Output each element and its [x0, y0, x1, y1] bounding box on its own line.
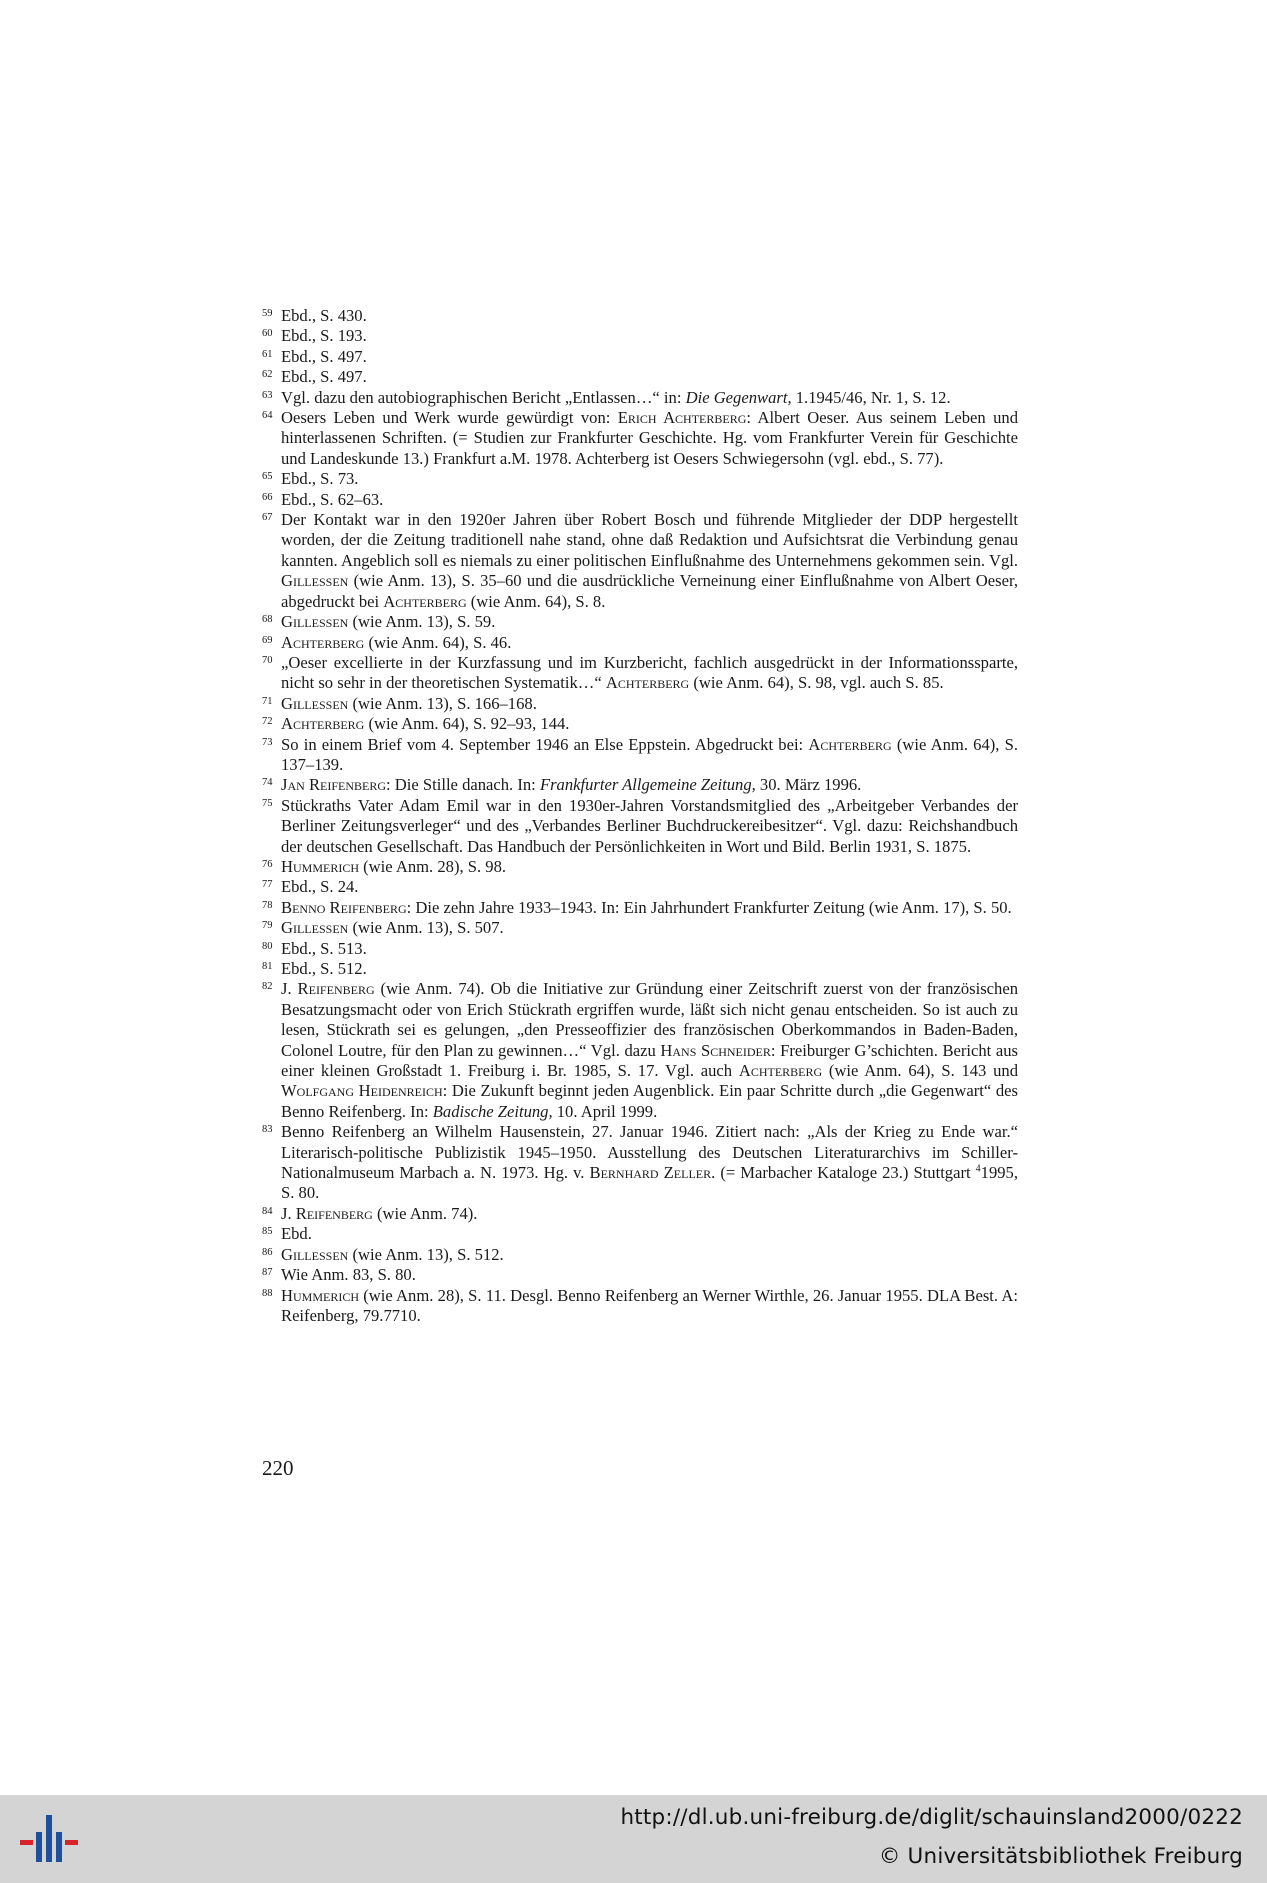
footnote-number: 62: [262, 369, 273, 381]
footnote-text-segment: 30. März 1996.: [755, 775, 862, 795]
footnote-number: 76: [262, 858, 273, 870]
footnote-text: [281, 1245, 504, 1264]
footnote-number: 83: [262, 1124, 273, 1136]
footnote-text-segment: Ebd., S. 430.: [281, 306, 367, 325]
footnote-70: [262, 653, 1018, 694]
footnote-text-segment: . (= Marbacher Kataloge 23.) Stuttgart: [711, 1163, 976, 1183]
footnote-text-segment: Gillessen: [281, 612, 349, 632]
footnote-text-segment: (wie Anm. 64), S. 92–93, 144.: [364, 714, 570, 734]
footnote-text: [281, 877, 358, 896]
footnote-text: [281, 735, 1018, 774]
footer-bar: [0, 1795, 1267, 1883]
footnote-text-segment: Oesers Leben und Werk wurde gewürdigt von:: [281, 408, 618, 428]
footnote-71: [262, 694, 1018, 714]
page-number: 220: [262, 1456, 294, 1480]
footnote-text-segment: Erich Achterberg: [617, 408, 747, 428]
footnote-text: [281, 796, 1018, 856]
footnote-number: 81: [262, 961, 273, 972]
footnote-59: [262, 306, 1018, 326]
footnote-text-segment: Die Gegenwart,: [685, 387, 792, 407]
footnote-79: [262, 918, 1018, 938]
footnote-text: [281, 367, 367, 386]
footnote-text-segment: Ebd., S. 512.: [281, 959, 367, 978]
footnote-62: [262, 367, 1018, 387]
footnote-text: [281, 775, 861, 794]
footnote-text: [281, 939, 367, 958]
footnote-text: [281, 633, 511, 652]
footnote-77: [262, 877, 1018, 897]
footnote-text-segment: Bernhard Zeller: [589, 1163, 712, 1183]
footnote-number: 65: [262, 471, 273, 483]
footnote-text-segment: 1.1945/46, Nr. 1, S. 12.: [791, 387, 951, 407]
footnote-text: [281, 1286, 1018, 1325]
footnote-text-segment: Gillessen: [281, 918, 349, 938]
footnote-text-segment: Ebd., S. 62–63.: [281, 489, 384, 509]
source-url-link[interactable]: http://dl.ub.uni-freiburg.de/diglit/schauinsland2000/0222: [620, 1805, 1243, 1830]
footnote-number: 72: [262, 716, 273, 728]
footnote-text-segment: 4: [975, 1163, 981, 1175]
footnote-text-segment: Badische Zeitung,: [432, 1101, 553, 1121]
footnote-text-segment: Ebd., S. 24.: [281, 877, 359, 897]
footnote-text-segment: Ebd.: [281, 1224, 312, 1244]
footnote-68: [262, 612, 1018, 632]
footnote-text: [281, 979, 1018, 1120]
footnote-text-segment: So in einem Brief vom 4. September 1946 an Else Eppstein. Abgedruckt bei:: [281, 734, 809, 754]
footnote-text-segment: (wie Anm. 64), S. 137–139.: [281, 734, 1018, 774]
footnote-text-segment: : Die Zukunft beginnt jeden Augenblick. Ein paar Schritte durch „die Gegenwart“ des Benno Reifenberg. In:: [281, 1081, 1018, 1121]
footnote-number: 82: [262, 981, 273, 993]
footnote-number: 75: [262, 797, 273, 809]
footnote-text-segment: Ebd., S. 497.: [281, 367, 367, 387]
footnote-text-segment: (wie Anm. 74). Ob die Initiative zur Gründung einer Zeitschrift zuerst von der französischen Besatzungsmacht oder von Erich Stückrath ergriffen wurde, läßt sich nicht genau entscheiden. So ist auch zu lesen, Stückrath sei es gelungen, „den Presseoffizier des französischen Oberkommandos in Baden-Baden, Colonel Loutre, für den Plan zu gewinnen…“ Vgl. dazu: [281, 979, 1018, 1060]
footnote-text-segment: (wie Anm. 13), S. 507.: [348, 918, 504, 938]
footnote-76: [262, 857, 1018, 877]
footnote-text: [281, 306, 367, 325]
footnote-text-segment: Ebd., S. 193.: [281, 326, 367, 346]
footnote-number: 77: [262, 879, 273, 891]
footnote-text-segment: Ebd., S. 497.: [281, 346, 367, 366]
footnote-74: [262, 775, 1018, 795]
footnote-number: 73: [262, 736, 273, 748]
footnote-number: 68: [262, 614, 273, 626]
footnote-text-segment: Gillessen: [281, 693, 349, 713]
footnote-number: 66: [262, 491, 273, 503]
footnote-text-segment: Achterberg: [605, 673, 690, 693]
footnote-text-segment: Achterberg: [808, 734, 892, 754]
footnote-text-segment: : Die Stille danach. In:: [386, 775, 540, 795]
footnote-number: 71: [262, 695, 273, 707]
footnote-text: [281, 653, 1018, 692]
footnote-text-segment: Benno Reifenberg an Wilhelm Hausenstein, 27. Januar 1946. Zitiert nach: „Als der Krieg zu Ende war.“ Literarisch-politische Publizistik 1945–1950. Ausstellung des Deutschen Literaturarchivs im Schiller-Nationalmuseum Marbach a. N. 1973. Hg. v.: [281, 1122, 1018, 1183]
footnote-text: [281, 388, 951, 407]
footnote-text-segment: Hans Schneider: [660, 1040, 771, 1060]
footnote-number: 69: [262, 634, 273, 646]
footnote-number: 74: [262, 777, 273, 789]
footnote-text-segment: Wolfgang Heidenreich: [281, 1081, 443, 1101]
footnote-text: [281, 510, 1018, 611]
footnote-text-segment: (wie Anm. 13), S. 512.: [348, 1244, 504, 1264]
footnote-text: [281, 347, 367, 366]
footnote-text-segment: (wie Anm. 13), S. 35–60 und die ausdrückliche Verneinung einer Einflußnahme von Albert Oeser, abgedruckt bei: [281, 571, 1018, 611]
footnote-84: [262, 1204, 1018, 1224]
footnote-text-segment: (wie Anm. 28), S. 11. Desgl. Benno Reifenberg an Werner Wirthle, 26. Januar 1955. DLA Best. A: Reifenberg, 79.7710.: [281, 1285, 1018, 1325]
footnote-83: [262, 1122, 1018, 1204]
footnote-text-segment: J. Reifenberg: [281, 1203, 373, 1223]
footnote-text-segment: (wie Anm. 74).: [372, 1203, 478, 1223]
footnote-number: 67: [262, 512, 273, 524]
footnote-64: [262, 408, 1018, 469]
footnote-text: [281, 612, 495, 631]
footnote-text-segment: Wie Anm. 83, S. 80.: [281, 1265, 416, 1285]
footnote-78: [262, 898, 1018, 918]
footnote-69: [262, 633, 1018, 653]
footnote-text-segment: Vgl. dazu den autobiographischen Bericht „Entlassen…“ in:: [281, 387, 686, 407]
footnote-text-segment: (wie Anm. 64), S. 8.: [466, 591, 606, 611]
footnote-text-segment: (wie Anm. 64), S. 98, vgl. auch S. 85.: [689, 673, 944, 693]
footnote-88: [262, 1286, 1018, 1327]
footnote-number: 86: [262, 1246, 273, 1258]
footnote-text-segment: Achterberg: [383, 591, 467, 611]
footnote-number: 79: [262, 920, 273, 932]
footnote-number: 59: [262, 308, 273, 319]
footnote-number: 78: [262, 899, 273, 911]
footnote-text-segment: „Oeser excellierte in der Kurzfassung und im Kurzbericht, fachlich ausgedrückt in der Informationssparte, nicht so sehr in der theoretischen Systematik…“: [281, 652, 1018, 693]
footnote-text-segment: (wie Anm. 13), S. 166–168.: [348, 693, 537, 713]
copyright-text: © Universitätsbibliothek Freiburg: [878, 1844, 1243, 1869]
footnote-text: [281, 959, 367, 978]
footnote-text: [281, 1122, 1018, 1202]
footnote-text-segment: 10. April 1999.: [552, 1101, 658, 1121]
footnote-73: [262, 735, 1018, 776]
footnote-text-segment: (wie Anm. 64), S. 143 und: [822, 1061, 1018, 1081]
footnote-text-segment: Hummerich: [281, 856, 359, 876]
footnote-text: [281, 1224, 312, 1243]
footnote-66: [262, 490, 1018, 510]
footnote-text-segment: Ebd., S. 513.: [281, 938, 367, 958]
footnote-text: [281, 490, 383, 509]
footnote-text: [281, 1204, 477, 1223]
footnote-number: 61: [262, 348, 273, 360]
footnote-text-segment: 1995, S. 80.: [281, 1163, 1018, 1203]
footnote-text-segment: Achterberg: [281, 632, 365, 652]
footnote-number: 70: [262, 654, 273, 666]
footnote-text: [281, 714, 569, 733]
footnote-number: 60: [262, 328, 273, 340]
footnotes-list: [262, 306, 1018, 1326]
footnote-text-segment: : Albert Oeser. Aus seinem Leben und hinterlassenen Schriften. (= Studien zur Frankfurter Geschichte. Hg. vom Frankfurter Verein für Geschichte und Landeskunde 13.) Frankfurt a.M. 1978. Achterberg ist Oesers Schwiegersohn (vgl. ebd., S. 77).: [281, 408, 1018, 468]
footnote-number: 87: [262, 1267, 273, 1279]
footnote-85: [262, 1224, 1018, 1244]
footnote-number: 85: [262, 1226, 273, 1238]
footnote-text-segment: (wie Anm. 13), S. 59.: [348, 612, 496, 632]
footnote-text: [281, 1265, 416, 1284]
footnote-text: [281, 694, 537, 713]
footnote-text-segment: : Freiburger G’schichten. Bericht aus einer kleinen Großstadt 1. Freiburg i. Br. 1985, S. 17. Vgl. auch: [281, 1040, 1019, 1081]
footnote-text-segment: (wie Anm. 28), S. 98.: [359, 856, 507, 876]
footnote-text: [281, 857, 506, 876]
footnote-text-segment: Gillessen: [281, 571, 349, 591]
footnote-text-segment: Frankfurter Allgemeine Zeitung,: [539, 775, 756, 795]
footnote-text-segment: Gillessen: [281, 1244, 349, 1264]
footnote-text-segment: Der Kontakt war in den 1920er Jahren über Robert Bosch und führende Mitglieder der DDP hergestellt worden, der die Zeitung traditionell nahe stand, ohne daß Redaktion und Aufsichtsrat die Verbindung genau kannten. Angeblich soll es niemals zu einer politischen Einflußnahme des Unternehmens gekommen sein. Vgl.: [281, 510, 1018, 570]
footnote-61: [262, 347, 1018, 367]
footnote-text: [281, 326, 367, 345]
footnote-text-segment: Benno Reifenberg: [281, 897, 407, 917]
footnote-number: 84: [262, 1205, 273, 1217]
footnote-65: [262, 469, 1018, 489]
footnote-number: 80: [262, 940, 273, 952]
footnote-60: [262, 326, 1018, 346]
footnote-number: 64: [262, 410, 273, 422]
footnote-text-segment: Achterberg: [281, 714, 365, 734]
footnote-82: [262, 979, 1018, 1122]
footnote-text-segment: Ebd., S. 73.: [281, 469, 359, 489]
footnote-63: [262, 388, 1018, 408]
footnote-81: [262, 959, 1018, 979]
footnote-87: [262, 1265, 1018, 1285]
footnote-75: [262, 796, 1018, 857]
footnote-text-segment: J. Reifenberg: [281, 979, 375, 999]
footnote-text: [281, 898, 1012, 917]
footnote-number: 63: [262, 389, 273, 401]
footnote-text-segment: Hummerich: [281, 1285, 359, 1305]
footnote-67: [262, 510, 1018, 612]
ub-freiburg-logo-icon[interactable]: [16, 1805, 82, 1871]
footnote-text-segment: Jan Reifenberg: [281, 775, 387, 795]
footnote-text-segment: Achterberg: [738, 1061, 823, 1081]
footnote-text: [281, 918, 504, 937]
footnote-text-segment: Stückraths Vater Adam Emil war in den 1930er-Jahren Vorstandsmitglied des „Arbeitgeber Verbandes der Berliner Zeitungsverleger“ und des „Verbandes Berliner Buchdruckereibesitzer“. Vgl. dazu: Reichshandbuch der deutschen Gesellschaft. Das Handbuch der Persönlichkeiten in Wort und Bild. Berlin 1931, S. 1875.: [281, 795, 1018, 856]
footnote-80: [262, 939, 1018, 959]
footnote-text: [281, 469, 358, 488]
footnote-text-segment: (wie Anm. 64), S. 46.: [364, 632, 512, 652]
footnote-86: [262, 1245, 1018, 1265]
footnote-72: [262, 714, 1018, 734]
footnote-text: [281, 408, 1018, 468]
footnote-text-segment: : Die zehn Jahre 1933–1943. In: Ein Jahrhundert Frankfurter Zeitung (wie Anm. 17), S. 50.: [406, 897, 1012, 917]
footnote-number: 88: [262, 1287, 273, 1299]
